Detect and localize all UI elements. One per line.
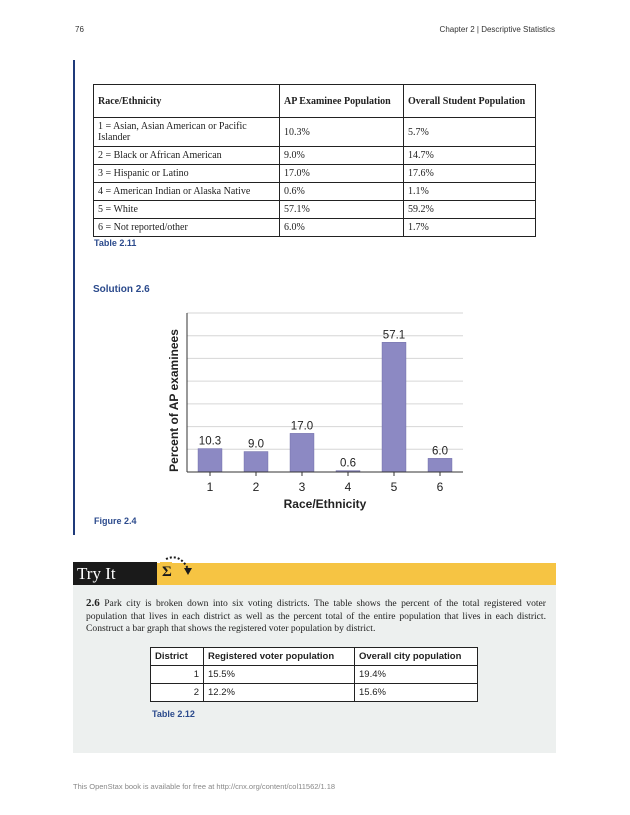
- chart-bars: [198, 342, 452, 472]
- page-number: 76: [75, 25, 84, 34]
- sigma-arrow-icon: [160, 555, 196, 581]
- bar-category-2: [244, 452, 268, 472]
- table-cell: 17.0%: [280, 165, 404, 183]
- table-header-cell: AP Examinee Population: [280, 85, 404, 118]
- table-cell: 1.7%: [404, 219, 536, 237]
- chart-data-labels: [199, 329, 448, 469]
- table-row: [94, 165, 536, 183]
- svg-text:Σ: Σ: [162, 564, 172, 580]
- table-race-ethnicity: [93, 84, 536, 237]
- x-axis-title: Race/Ethnicity: [283, 497, 367, 511]
- table-cell: 59.2%: [404, 201, 536, 219]
- table-row: [151, 666, 478, 684]
- footer-text: This OpenStax book is available for free at http://cnx.org/content/col11562/1.18: [73, 782, 336, 791]
- bar-chart: [160, 305, 470, 517]
- table-cell: 6 = Not reported/other: [94, 219, 280, 237]
- solution-heading: Solution 2.6: [93, 284, 150, 295]
- table-row: [94, 219, 536, 237]
- data-label: 0.6: [340, 457, 356, 470]
- table-cell: 10.3%: [280, 118, 404, 147]
- table-cell: 6.0%: [280, 219, 404, 237]
- table-header-row: [94, 85, 536, 118]
- table-row: [94, 147, 536, 165]
- table-voting-districts: [150, 647, 478, 702]
- chapter-header: Chapter 2 | Descriptive Statistics: [439, 25, 555, 34]
- table-cell: 2 = Black or African American: [94, 147, 280, 165]
- table-cell: 14.7%: [404, 147, 536, 165]
- table-cell: 1 = Asian, Asian American or Pacific Islander: [94, 118, 280, 147]
- table-cell: 4 = American Indian or Alaska Native: [94, 183, 280, 201]
- side-rule: [73, 60, 75, 535]
- data-label: 17.0: [290, 420, 314, 433]
- x-tick-label: 3: [298, 480, 306, 494]
- table-row: [151, 684, 478, 702]
- table-cell: 9.0%: [280, 147, 404, 165]
- data-label: 9.0: [248, 438, 264, 451]
- exercise-body: Park city is broken down into six voting districts. The table shows the percent of the total registered voter population that lives in each district as well as the percent total of the entire population that lives in each district. Construct a bar graph that shows the registered voter population by district.: [86, 598, 546, 634]
- table-cell: 1: [151, 666, 204, 684]
- data-label: 10.3: [198, 435, 222, 448]
- table-row: [94, 183, 536, 201]
- bar-category-3: [290, 433, 314, 472]
- table-header-cell: Race/Ethnicity: [94, 85, 280, 118]
- x-tick-label: 5: [390, 480, 398, 494]
- table-cell: 15.5%: [204, 666, 355, 684]
- exercise-number: 2.6: [86, 597, 100, 609]
- table-cell: 5 = White: [94, 201, 280, 219]
- y-axis-title: Percent of AP examinees: [167, 329, 181, 472]
- x-tick-labels: [207, 472, 444, 494]
- x-tick-label: 6: [436, 480, 444, 494]
- table-cell: 12.2%: [204, 684, 355, 702]
- table-header-cell: District: [151, 648, 204, 666]
- table-cell: 1.1%: [404, 183, 536, 201]
- exercise-text: [86, 597, 546, 636]
- table-header-cell: Registered voter population: [204, 648, 355, 666]
- try-it-label: Try It: [73, 562, 157, 586]
- figure-caption: Figure 2.4: [94, 516, 137, 526]
- table-cell: 15.6%: [355, 684, 478, 702]
- table-cell: 2: [151, 684, 204, 702]
- x-tick-label: 1: [206, 480, 214, 494]
- table-header-cell: Overall Student Population: [404, 85, 536, 118]
- table-caption: Table 2.12: [152, 709, 195, 719]
- table-row: [94, 201, 536, 219]
- table-header-row: [151, 648, 478, 666]
- table-cell: 5.7%: [404, 118, 536, 147]
- x-tick-label: 4: [344, 480, 352, 494]
- table-cell: 19.4%: [355, 666, 478, 684]
- table-caption: Table 2.11: [94, 238, 137, 248]
- table-row: [94, 118, 536, 147]
- chart-grid: [187, 313, 463, 449]
- table-cell: 17.6%: [404, 165, 536, 183]
- bar-category-6: [428, 458, 452, 472]
- x-tick-label: 2: [252, 480, 260, 494]
- data-label: 57.1: [382, 329, 406, 342]
- table-header-cell: Overall city population: [355, 648, 478, 666]
- table-cell: 0.6%: [280, 183, 404, 201]
- table-cell: 3 = Hispanic or Latino: [94, 165, 280, 183]
- table-cell: 57.1%: [280, 201, 404, 219]
- bar-category-1: [198, 449, 222, 472]
- bar-category-5: [382, 342, 406, 472]
- data-label: 6.0: [432, 445, 448, 458]
